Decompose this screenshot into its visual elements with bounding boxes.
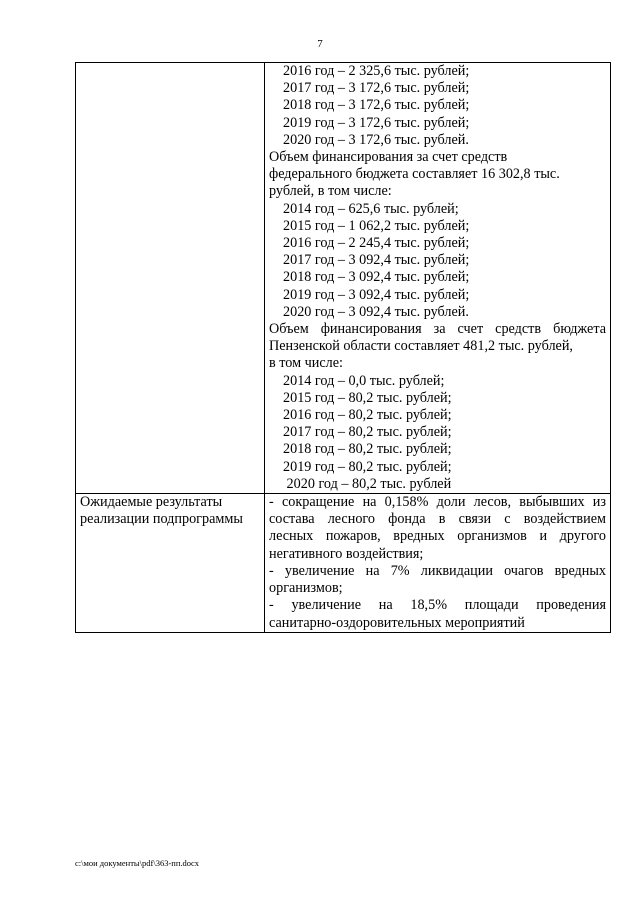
federal-year-line: 2020 год – 3 092,4 тыс. рублей. xyxy=(283,303,469,320)
penza-year-line: 2016 год – 80,2 тыс. рублей; xyxy=(283,407,452,424)
regional-year-line: 2018 год – 3 172,6 тыс. рублей; xyxy=(283,97,470,114)
footer-file-path: c:\мои документы\pdf\363-пп.docx xyxy=(75,858,200,868)
page-number: 7 xyxy=(317,38,323,50)
federal-intro-line: федерального бюджета составляет 16 302,8 тыс. xyxy=(269,166,560,183)
federal-year-line: 2018 год – 3 092,4 тыс. рублей; xyxy=(283,269,470,286)
penza-intro-line: в том числе: xyxy=(269,355,343,372)
expected-result-line: - сокращение на 0,158% доли лесов, выбывших из xyxy=(269,494,606,511)
penza-intro-line: Пензенской области составляет 481,2 тыс. рублей, xyxy=(269,338,573,355)
subprogram-passport-table xyxy=(75,62,611,633)
financing-label-cell xyxy=(76,63,265,494)
expected-result-line: организмов; xyxy=(269,580,343,597)
expected-results-label-cell xyxy=(76,494,265,633)
penza-year-line: 2018 год – 80,2 тыс. рублей; xyxy=(283,441,452,458)
federal-year-line: 2019 год – 3 092,4 тыс. рублей; xyxy=(283,286,470,303)
federal-year-line: 2017 год – 3 092,4 тыс. рублей; xyxy=(283,252,470,269)
table-row-expected-results xyxy=(76,494,611,633)
regional-year-line: 2019 год – 3 172,6 тыс. рублей; xyxy=(283,114,470,131)
regional-year-line: 2016 год – 2 325,6 тыс. рублей; xyxy=(283,63,470,79)
expected-results-label: Ожидаемые результаты xyxy=(80,494,223,511)
expected-results-label: реализации подпрограммы xyxy=(80,511,243,528)
penza-year-line: 2014 год – 0,0 тыс. рублей; xyxy=(283,372,445,389)
penza-year-line: 2020 год – 80,2 тыс. рублей xyxy=(283,475,452,492)
expected-result-line: лесных пожаров, вредных организмов и другого xyxy=(269,528,606,545)
federal-intro-line: Объем финансирования за счет средств xyxy=(269,149,508,166)
federal-year-line: 2014 год – 625,6 тыс. рублей; xyxy=(283,200,459,217)
penza-intro-line: Объем финансирования за счет средств бюджета xyxy=(269,321,606,338)
penza-year-line: 2019 год – 80,2 тыс. рублей; xyxy=(283,458,452,475)
expected-result-line: негативного воздействия; xyxy=(269,545,424,562)
expected-result-line: санитарно-оздоровительных мероприятий xyxy=(269,614,525,631)
expected-result-line: - увеличение на 18,5% площади проведения xyxy=(269,597,606,614)
penza-year-line: 2017 год – 80,2 тыс. рублей; xyxy=(283,424,452,441)
federal-year-line: 2015 год – 1 062,2 тыс. рублей; xyxy=(283,217,470,234)
regional-year-line: 2017 год – 3 172,6 тыс. рублей; xyxy=(283,80,470,97)
regional-year-line: 2020 год – 3 172,6 тыс. рублей. xyxy=(283,131,469,148)
table-row-financing xyxy=(76,63,611,494)
expected-result-line: - увеличение на 7% ликвидации очагов вредных xyxy=(269,562,606,579)
expected-result-line: состава лесного фонда в связи с воздействием xyxy=(269,511,606,528)
penza-year-line: 2015 год – 80,2 тыс. рублей; xyxy=(283,389,452,406)
federal-year-line: 2016 год – 2 245,4 тыс. рублей; xyxy=(283,235,470,252)
expected-results-content-cell xyxy=(265,494,611,633)
federal-intro-line: рублей, в том числе: xyxy=(269,183,392,200)
financing-content-cell xyxy=(265,63,611,494)
